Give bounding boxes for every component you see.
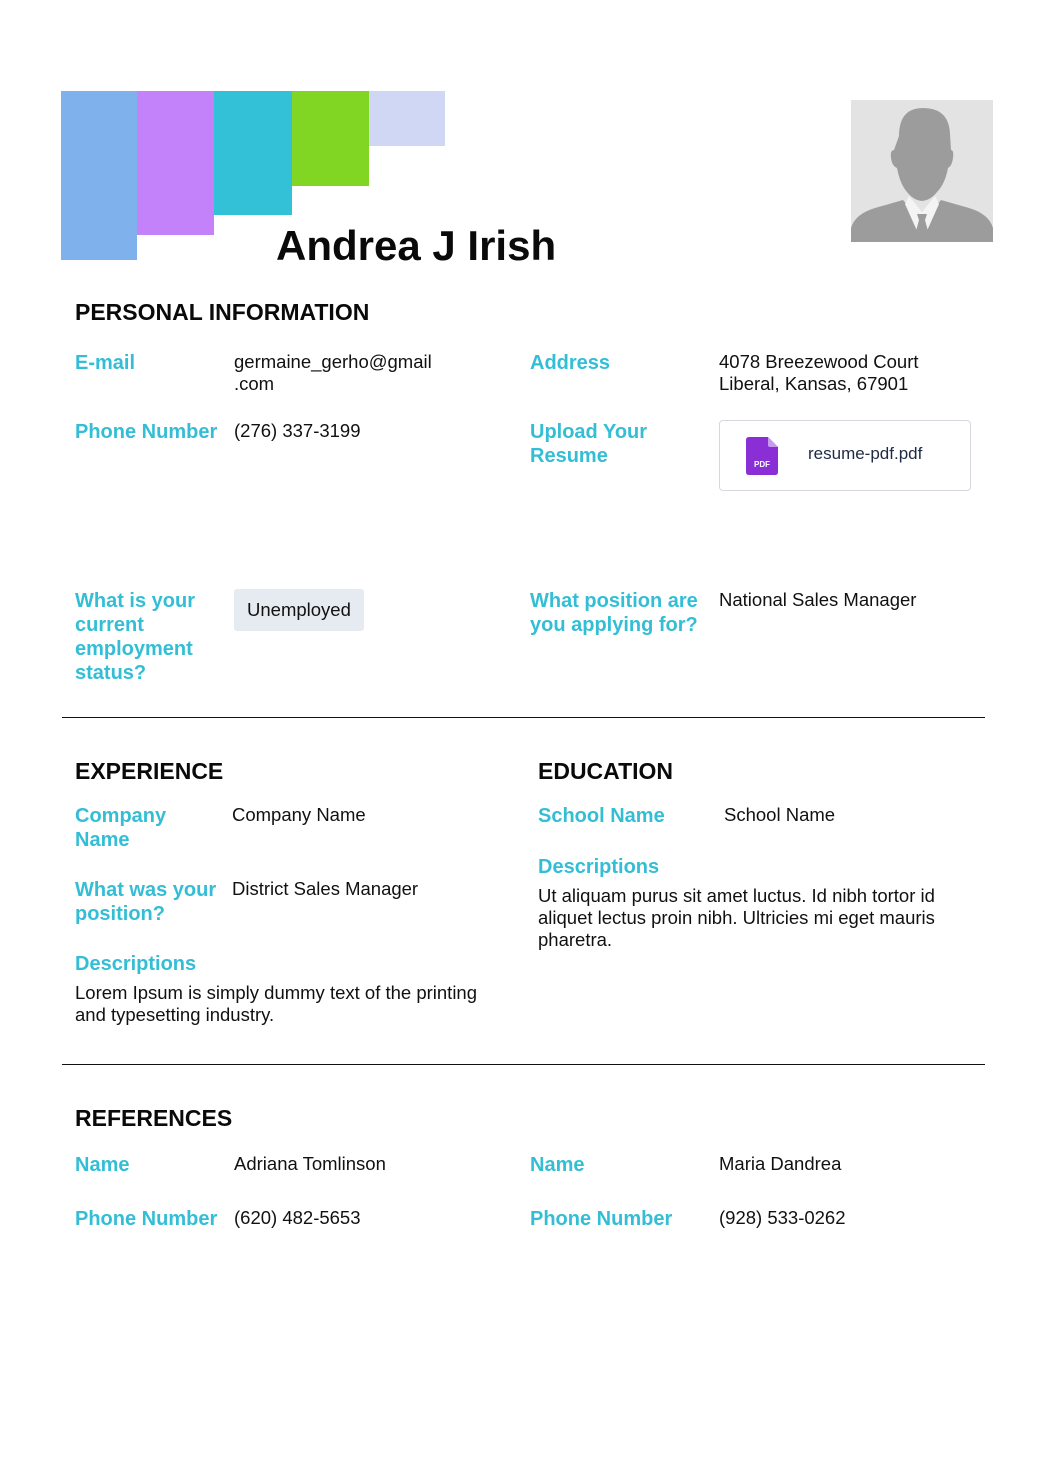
experience-descriptions-label: Descriptions bbox=[75, 953, 197, 975]
accent-bar-green bbox=[292, 91, 369, 186]
company-label-line-2: Name bbox=[75, 829, 130, 851]
upload-label-line-1: Upload Your bbox=[530, 421, 648, 443]
employment-label-line-3: employment bbox=[75, 638, 193, 660]
position-label-line-2: you applying for? bbox=[530, 614, 698, 636]
position-applying-value: National Sales Manager bbox=[719, 589, 917, 610]
reference-2-name-value: Maria Dandrea bbox=[719, 1153, 842, 1174]
company-name-value: Company Name bbox=[232, 804, 366, 825]
education-desc-line-3: pharetra. bbox=[538, 929, 613, 950]
employment-label-line-4: status? bbox=[75, 662, 147, 684]
school-name-value: School Name bbox=[724, 804, 836, 825]
employment-status-label bbox=[75, 589, 195, 685]
education-descriptions-text bbox=[538, 885, 935, 951]
address-line-2: Liberal, Kansas, 67901 bbox=[719, 373, 909, 394]
accent-bar-lavender bbox=[369, 91, 445, 146]
employment-status-tag: Unemployed bbox=[234, 589, 364, 631]
phone-label: Phone Number bbox=[75, 421, 218, 443]
section-divider-1 bbox=[62, 717, 985, 718]
experience-position-label bbox=[75, 878, 216, 926]
experience-position-value: District Sales Manager bbox=[232, 878, 419, 899]
section-divider-2 bbox=[62, 1064, 985, 1065]
experience-descriptions-text bbox=[75, 982, 477, 1026]
phone-value: (276) 337-3199 bbox=[234, 420, 361, 441]
company-name-label bbox=[75, 804, 166, 852]
personal-information-heading: PERSONAL INFORMATION bbox=[75, 299, 370, 325]
pdf-icon-text: PDF bbox=[754, 460, 770, 469]
address-label: Address bbox=[530, 352, 611, 374]
position-applying-label bbox=[530, 589, 698, 637]
experience-desc-line-2: and typesetting industry. bbox=[75, 1004, 275, 1025]
resume-file-attachment[interactable] bbox=[719, 420, 971, 491]
reference-1-name-value: Adriana Tomlinson bbox=[234, 1153, 386, 1174]
education-desc-line-1: Ut aliquam purus sit amet luctus. Id nibh tortor id bbox=[538, 885, 935, 906]
upload-resume-label bbox=[530, 420, 647, 468]
experience-desc-line-1: Lorem Ipsum is simply dummy text of the printing bbox=[75, 982, 478, 1003]
pdf-file-icon bbox=[746, 437, 778, 475]
company-label-line-1: Company bbox=[75, 805, 167, 827]
reference-1-phone-label: Phone Number bbox=[75, 1208, 218, 1230]
email-value bbox=[234, 351, 432, 395]
reference-2-phone-value: (928) 533-0262 bbox=[719, 1207, 846, 1228]
accent-bar-purple bbox=[137, 91, 214, 235]
position-label-line-1: What position are bbox=[530, 590, 698, 612]
email-line-2: .com bbox=[234, 373, 275, 394]
experience-position-line-1: What was your bbox=[75, 879, 217, 901]
resume-file-name[interactable]: resume-pdf.pdf bbox=[808, 444, 923, 463]
accent-bar-teal bbox=[214, 91, 292, 215]
employment-label-line-2: current bbox=[75, 614, 144, 636]
profile-photo bbox=[851, 100, 993, 242]
email-label: E-mail bbox=[75, 352, 136, 374]
candidate-name: Andrea J Irish bbox=[276, 222, 557, 269]
education-heading: EDUCATION bbox=[538, 758, 674, 784]
references-heading: REFERENCES bbox=[75, 1105, 233, 1131]
reference-1-name-label: Name bbox=[75, 1154, 130, 1176]
reference-2-name-label: Name bbox=[530, 1154, 585, 1176]
reference-1-phone-value: (620) 482-5653 bbox=[234, 1207, 361, 1228]
education-desc-line-2: aliquet lectus proin nibh. Ultricies mi eget mauris bbox=[538, 907, 935, 928]
school-name-label: School Name bbox=[538, 805, 665, 827]
person-silhouette-icon bbox=[851, 100, 993, 242]
email-line-1: germaine_gerho@gmail bbox=[234, 351, 432, 372]
address-line-1: 4078 Breezewood Court bbox=[719, 351, 919, 372]
employment-label-line-1: What is your bbox=[75, 590, 196, 612]
accent-bar-blue bbox=[61, 91, 137, 260]
reference-2-phone-label: Phone Number bbox=[530, 1208, 673, 1230]
experience-position-line-2: position? bbox=[75, 903, 165, 925]
address-value bbox=[719, 351, 919, 395]
upload-label-line-2: Resume bbox=[530, 445, 608, 467]
education-descriptions-label: Descriptions bbox=[538, 856, 660, 878]
experience-heading: EXPERIENCE bbox=[75, 758, 224, 784]
